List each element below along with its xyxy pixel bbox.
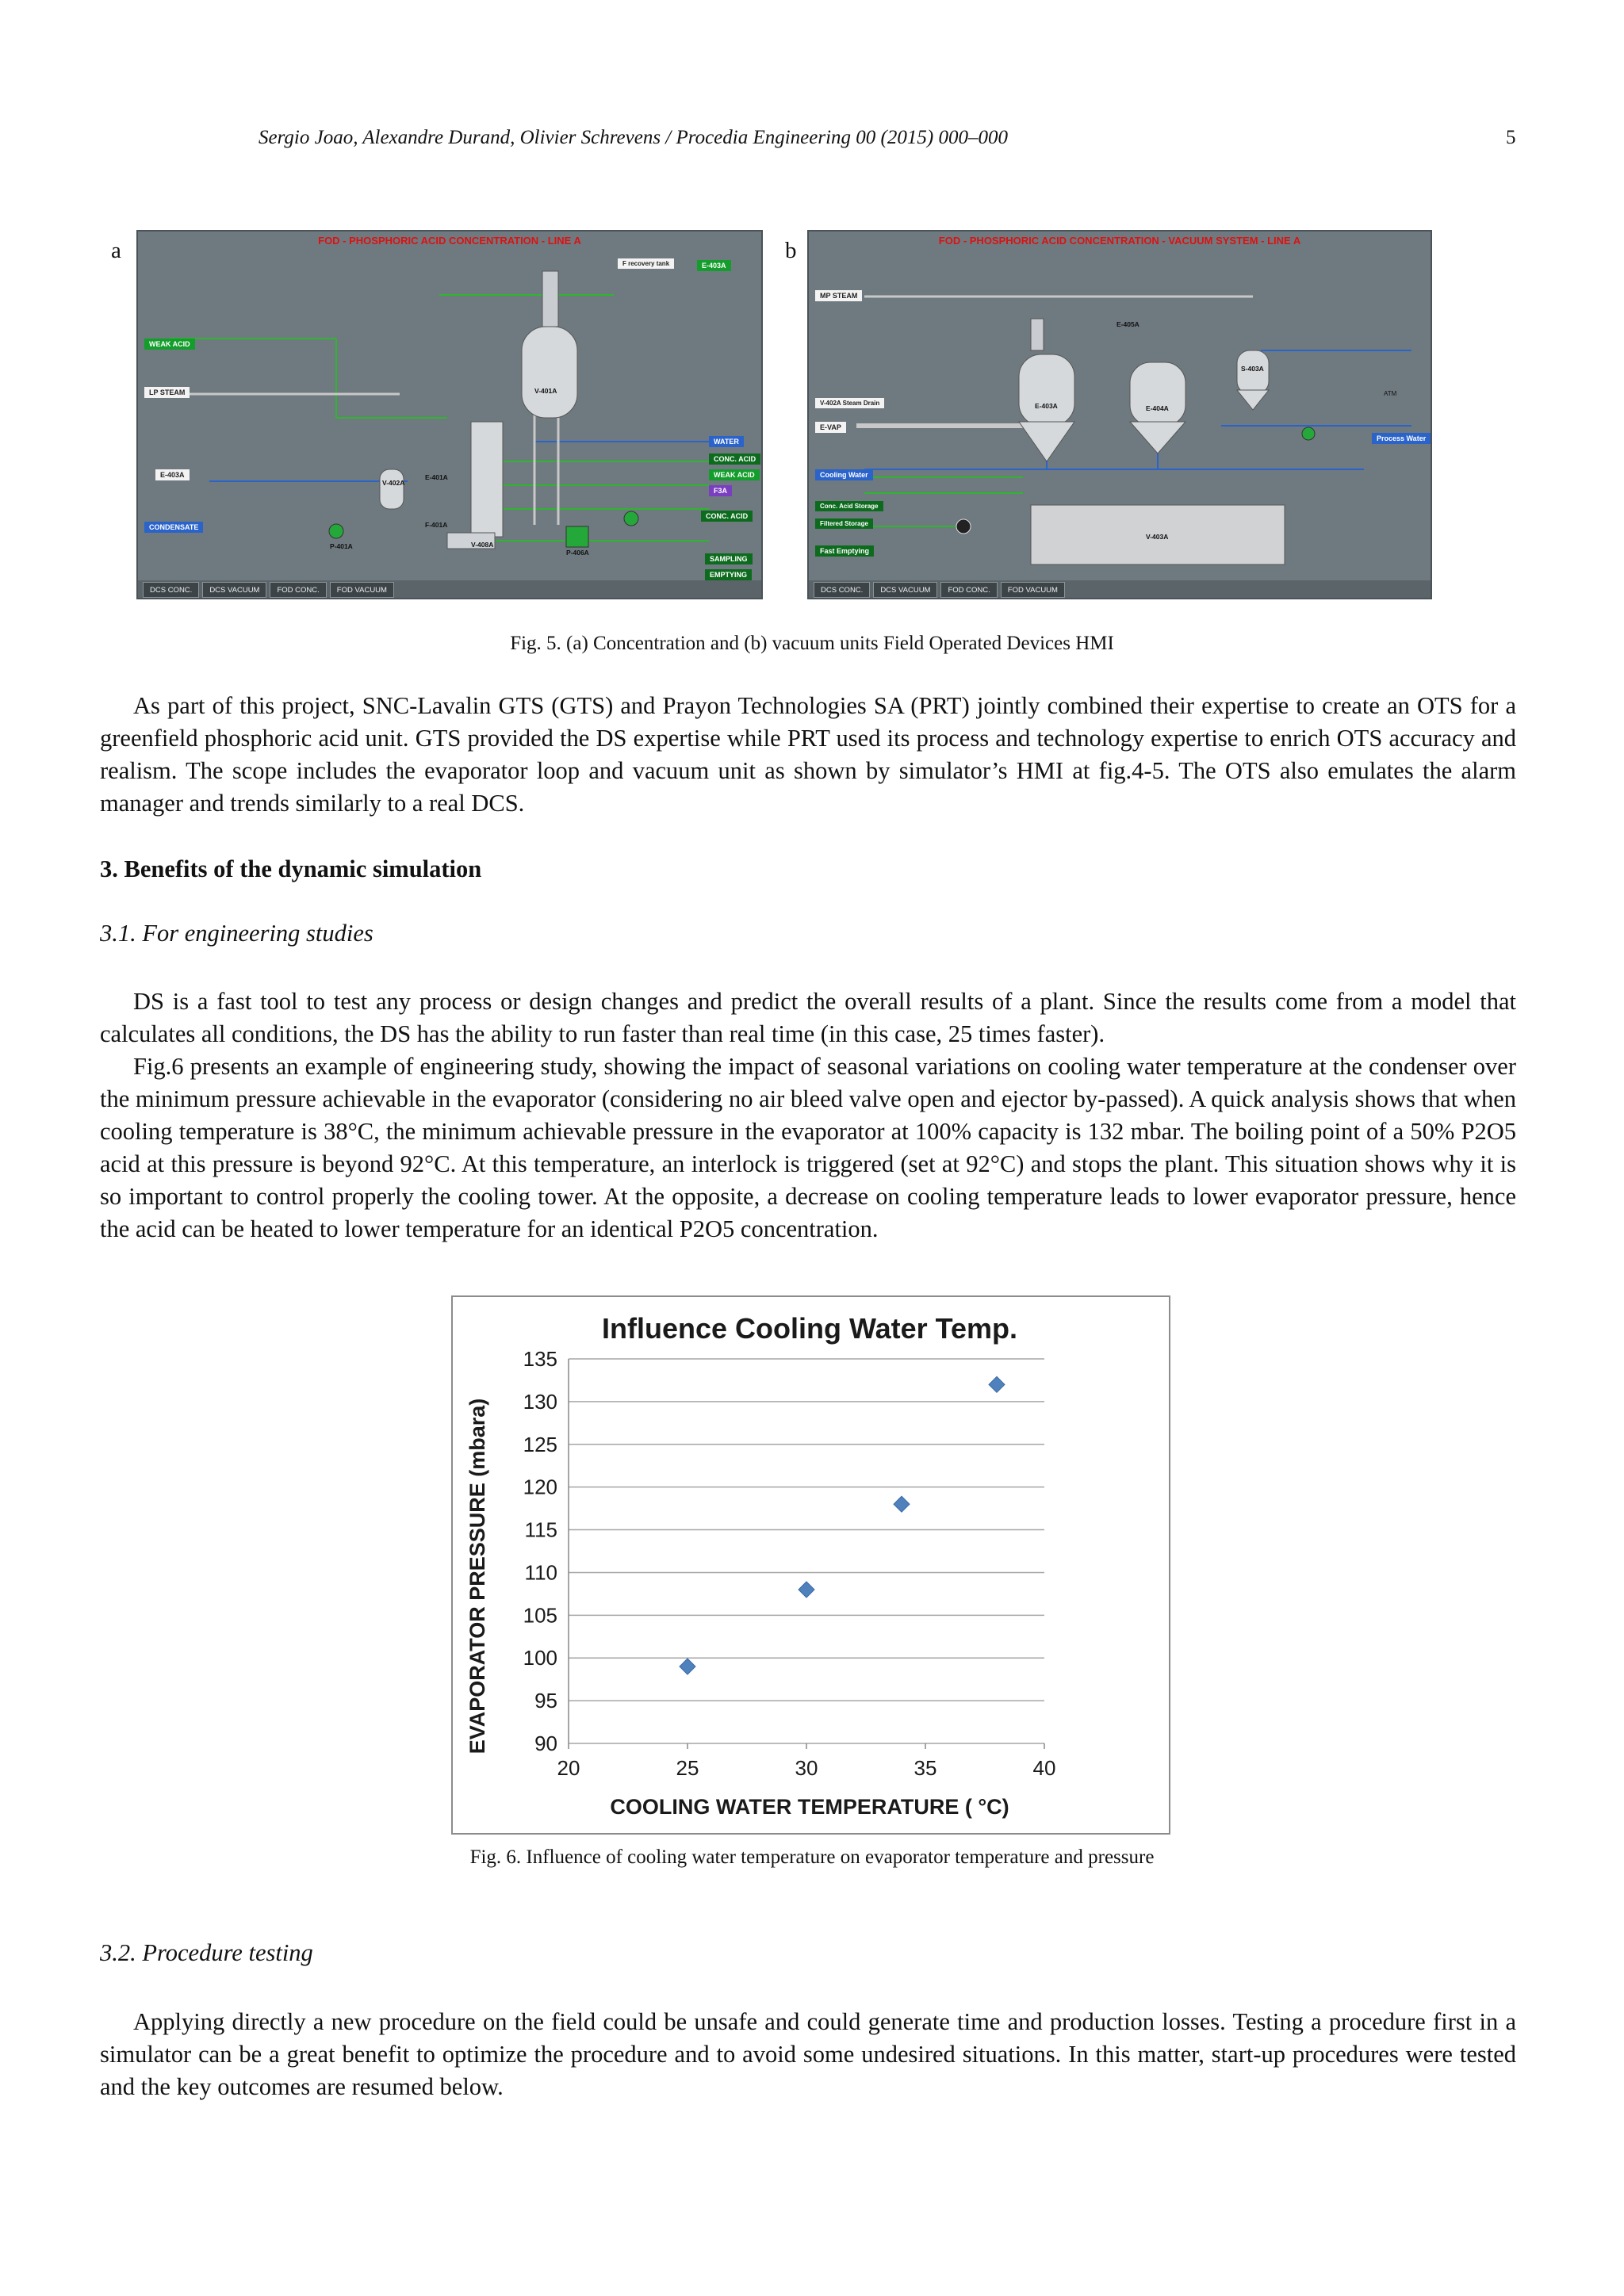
stream-e403a-top: E-403A	[697, 260, 731, 271]
chart-points	[680, 1376, 1005, 1674]
stream-f3a: F3A	[709, 485, 732, 496]
hmi-b-tab-fod-conc[interactable]: FOD CONC.	[940, 582, 997, 598]
section-3-heading: 3. Benefits of the dynamic simulation	[100, 855, 482, 882]
stream-steam-drain: V-402A Steam Drain	[815, 398, 884, 408]
y-tick-label: 120	[523, 1475, 557, 1499]
stream-conc-acid-2: CONC. ACID	[701, 511, 753, 522]
panel-a-letter: a	[111, 238, 121, 263]
vessel-v402a: V-402A	[382, 479, 405, 487]
stream-sampling: SAMPLING	[705, 553, 753, 564]
y-tick-label: 110	[524, 1560, 557, 1585]
stream-e-vap: E-VAP	[815, 422, 846, 433]
chart-y-ticks	[523, 1347, 557, 1755]
stream-conc-acid: CONC. ACID	[709, 453, 760, 465]
y-tick-label: 125	[523, 1432, 557, 1456]
vessel-v403a: V-403A	[1146, 533, 1169, 541]
y-tick-label: 95	[534, 1689, 557, 1713]
page-number: 5	[1506, 127, 1516, 148]
stream-emptying: EMPTYING	[705, 569, 752, 580]
chart-svg	[453, 1297, 1169, 1833]
vessel-s403a: S-403A	[1241, 365, 1264, 373]
data-point	[894, 1496, 910, 1512]
vessel-e405a: E-405A	[1116, 320, 1139, 328]
x-tick-label: 30	[795, 1756, 818, 1780]
header-authors: Sergio Joao, Alexandre Durand, Olivier Schrevens / Procedia Engineering 00 (2015) 000–000	[259, 127, 1008, 148]
y-tick-label: 115	[524, 1517, 557, 1542]
data-point	[799, 1582, 814, 1598]
y-tick-label: 100	[523, 1646, 557, 1670]
chart-x-axis-label: COOLING WATER TEMPERATURE ( °C)	[610, 1795, 1009, 1819]
chart-y-axis-label: EVAPORATOR PRESSURE (mbara)	[465, 1398, 489, 1755]
hmi-a-tabs	[138, 580, 761, 598]
stream-weak-acid-out: WEAK ACID	[709, 469, 760, 480]
hmi-a-tab-fod-vacuum[interactable]: FOD VACUUM	[330, 582, 394, 598]
hmi-a-tab-fod-conc[interactable]: FOD CONC.	[270, 582, 326, 598]
hmi-b-title: FOD - PHOSPHORIC ACID CONCENTRATION - VACUUM SYSTEM - LINE A	[938, 235, 1301, 247]
paragraph-2: DS is a fast tool to test any process or design changes and predict the overall results of a plant. Since the results come from a model that calculates all conditions, the DS has the ability to run faster than real time (in this case, 25 times faster).	[100, 988, 1516, 1047]
x-tick-label: 35	[914, 1756, 937, 1780]
hmi-b-tab-dcs-vacuum[interactable]: DCS VACUUM	[873, 582, 937, 598]
section-3-1-heading: 3.1. For engineering studies	[100, 920, 373, 947]
stream-condensate: CONDENSATE	[144, 522, 203, 533]
y-tick-label: 135	[523, 1347, 557, 1371]
chart-x-ticks	[557, 1743, 1056, 1780]
hmi-a-tab-dcs-vacuum[interactable]: DCS VACUUM	[202, 582, 266, 598]
label-atm: ATM	[1384, 390, 1397, 397]
paragraph-3: Fig.6 presents an example of engineering study, showing the impact of seasonal variations on cooling water temperature at the condenser over the minimum pressure achievable in the evaporator (considering no air bleed valve open and ejector by-passed). A quick analysis shows that when cooling temperature is 38°C, the minimum achievable pressure in the evaporator at 100% capacity is 132 mbar. The boiling point of a 50% P2O5 acid at this pressure is beyond 92°C. At this temperature, an interlock is triggered (set at 92°C) and stops the plant. This situation shows why it is so important to control properly the cooling tower. At the opposite, a decrease on cooling temperature leads to lower evaporator pressure, hence the acid can be heated to lower temperature for an identical P2O5 concentration.	[100, 1053, 1516, 1242]
hmi-b-tab-dcs-conc[interactable]: DCS CONC.	[814, 582, 870, 598]
hmi-b-schematic	[809, 232, 1431, 580]
section-3-2-heading: 3.2. Procedure testing	[100, 1939, 313, 1966]
data-point	[680, 1659, 695, 1674]
hmi-panel-a	[136, 230, 763, 599]
stream-mp-steam: MP STEAM	[815, 290, 862, 301]
hmi-panel-b	[807, 230, 1432, 599]
vessel-f-recovery-tank: F recovery tank	[618, 258, 674, 269]
vessel-p401a: P-401A	[330, 542, 353, 550]
stream-lp-steam: LP STEAM	[144, 387, 190, 398]
stream-process-water: Process Water	[1372, 433, 1431, 444]
data-point	[989, 1376, 1005, 1392]
vessel-e401a: E-401A	[425, 473, 448, 481]
hmi-a-tab-dcs-conc[interactable]: DCS CONC.	[143, 582, 199, 598]
vessel-e404a: E-404A	[1146, 404, 1169, 412]
x-tick-label: 25	[676, 1756, 699, 1780]
y-tick-label: 105	[523, 1603, 557, 1628]
stream-fast-emptying: Fast Emptying	[815, 545, 874, 557]
figure6-chart	[451, 1295, 1170, 1835]
stream-cooling-water: Cooling Water	[815, 469, 873, 480]
stream-filtered-storage: Filtered Storage	[815, 519, 873, 529]
hmi-b-tab-fod-vacuum[interactable]: FOD VACUUM	[1001, 582, 1065, 598]
paragraph-4: Applying directly a new procedure on the field could be unsafe and could generate time and production losses. Testing a procedure first in a simulator can be a great benefit to optimize the procedure and to avoid some undesired situations. In this matter, start-up procedures were tested and the key outcomes are resumed below.	[100, 2008, 1516, 2100]
hmi-a-title: FOD - PHOSPHORIC ACID CONCENTRATION - LINE A	[318, 235, 581, 247]
hmi-a-schematic	[138, 232, 761, 580]
vessel-v408a: V-408A	[471, 541, 494, 549]
stream-water: WATER	[709, 436, 744, 447]
vessel-f401a: F-401A	[425, 521, 448, 529]
panel-b-letter: b	[785, 238, 797, 263]
vessel-e403a: E-403A	[1035, 402, 1058, 410]
running-header	[0, 127, 1624, 159]
stream-conc-acid-storage: Conc. Acid Storage	[815, 501, 883, 511]
stream-e403a: E-403A	[155, 469, 190, 480]
figure5-caption: Fig. 5. (a) Concentration and (b) vacuum units Field Operated Devices HMI	[510, 633, 1114, 654]
paragraph-1: As part of this project, SNC-Lavalin GTS (GTS) and Prayon Technologies SA (PRT) jointly combined their expertise to create an OTS for a greenfield phosphoric acid unit. GTS provided the DS expertise while PRT used its process and technology expertise to enrich OTS accuracy and realism. The scope includes the evaporator loop and vacuum unit as shown by simulator’s HMI at fig.4-5. The OTS also emulates the alarm manager and trends similarly to a real DCS.	[100, 692, 1516, 817]
x-tick-label: 20	[557, 1756, 580, 1780]
y-tick-label: 130	[523, 1389, 557, 1414]
stream-weak-acid: WEAK ACID	[144, 339, 195, 350]
chart-gridlines	[569, 1359, 1044, 1743]
x-tick-label: 40	[1032, 1756, 1056, 1780]
vessel-p406a: P-406A	[566, 549, 589, 557]
figure6-caption: Fig. 6. Influence of cooling water temperature on evaporator temperature and pressure	[469, 1846, 1155, 1868]
chart-title: Influence Cooling Water Temp.	[601, 1312, 1018, 1345]
y-tick-label: 90	[534, 1732, 557, 1755]
hmi-b-tabs	[809, 580, 1431, 598]
vessel-v401a: V-401A	[534, 387, 557, 395]
